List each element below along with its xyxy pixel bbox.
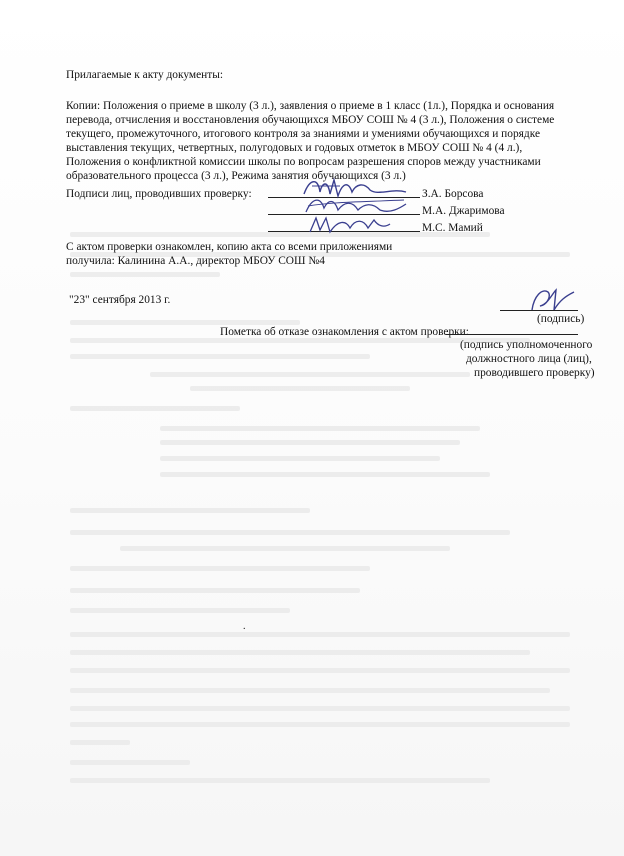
refusal-label: Пометка об отказе ознакомления с актом проверки: — [220, 326, 469, 338]
act-date: "23" сентября 2013 г. — [69, 294, 171, 306]
inspector-name-3: М.С. Мамий — [422, 222, 483, 234]
attachments-heading: Прилагаемые к акту документы: — [66, 69, 224, 81]
refusal-caption-1: (подпись уполномоченного — [460, 339, 593, 351]
signatures-label: Подписи лиц, проводивших проверку: — [66, 188, 252, 200]
attachments-list: Копии: Положения о приеме в школу (3 л.), заявления о приеме в 1 класс (1л.), Порядка и основания перевода, отчисления и восстановления обучающихся МБОУ СОШ № 4 (3 л.), Положения о системе текущего, промежуточного, итогового контроля за знаниями и умениями обучающихся и порядке выставления текущих, четвертных, полугодовых и годовых отметок в МБОУ СОШ № 4 (4 л.), Положения о конфликтной комиссии школы по вопросам разрешения споров между участниками образовательного процесса (3 л.), Режима занятия обучающихся (3 л.) — [66, 100, 555, 182]
signature-caption: (подпись) — [537, 313, 585, 325]
refusal-line — [446, 334, 578, 335]
director-signature-line — [500, 310, 578, 311]
stray-mark: . — [243, 621, 246, 632]
inspector-name-2: М.А. Джаримова — [422, 205, 505, 217]
acknowledgement-line-2: получила: Калинина А.А., директор МБОУ СОШ №4 — [66, 255, 325, 267]
handwritten-signature-3 — [304, 212, 394, 236]
refusal-caption-2: должностного лица (лиц), — [466, 353, 592, 365]
acknowledgement-line-1: С актом проверки ознакомлен, копию акта со всеми приложениями — [66, 241, 393, 253]
inspector-name-1: З.А. Борсова — [422, 188, 484, 200]
refusal-caption-3: проводившего проверку) — [474, 367, 595, 379]
